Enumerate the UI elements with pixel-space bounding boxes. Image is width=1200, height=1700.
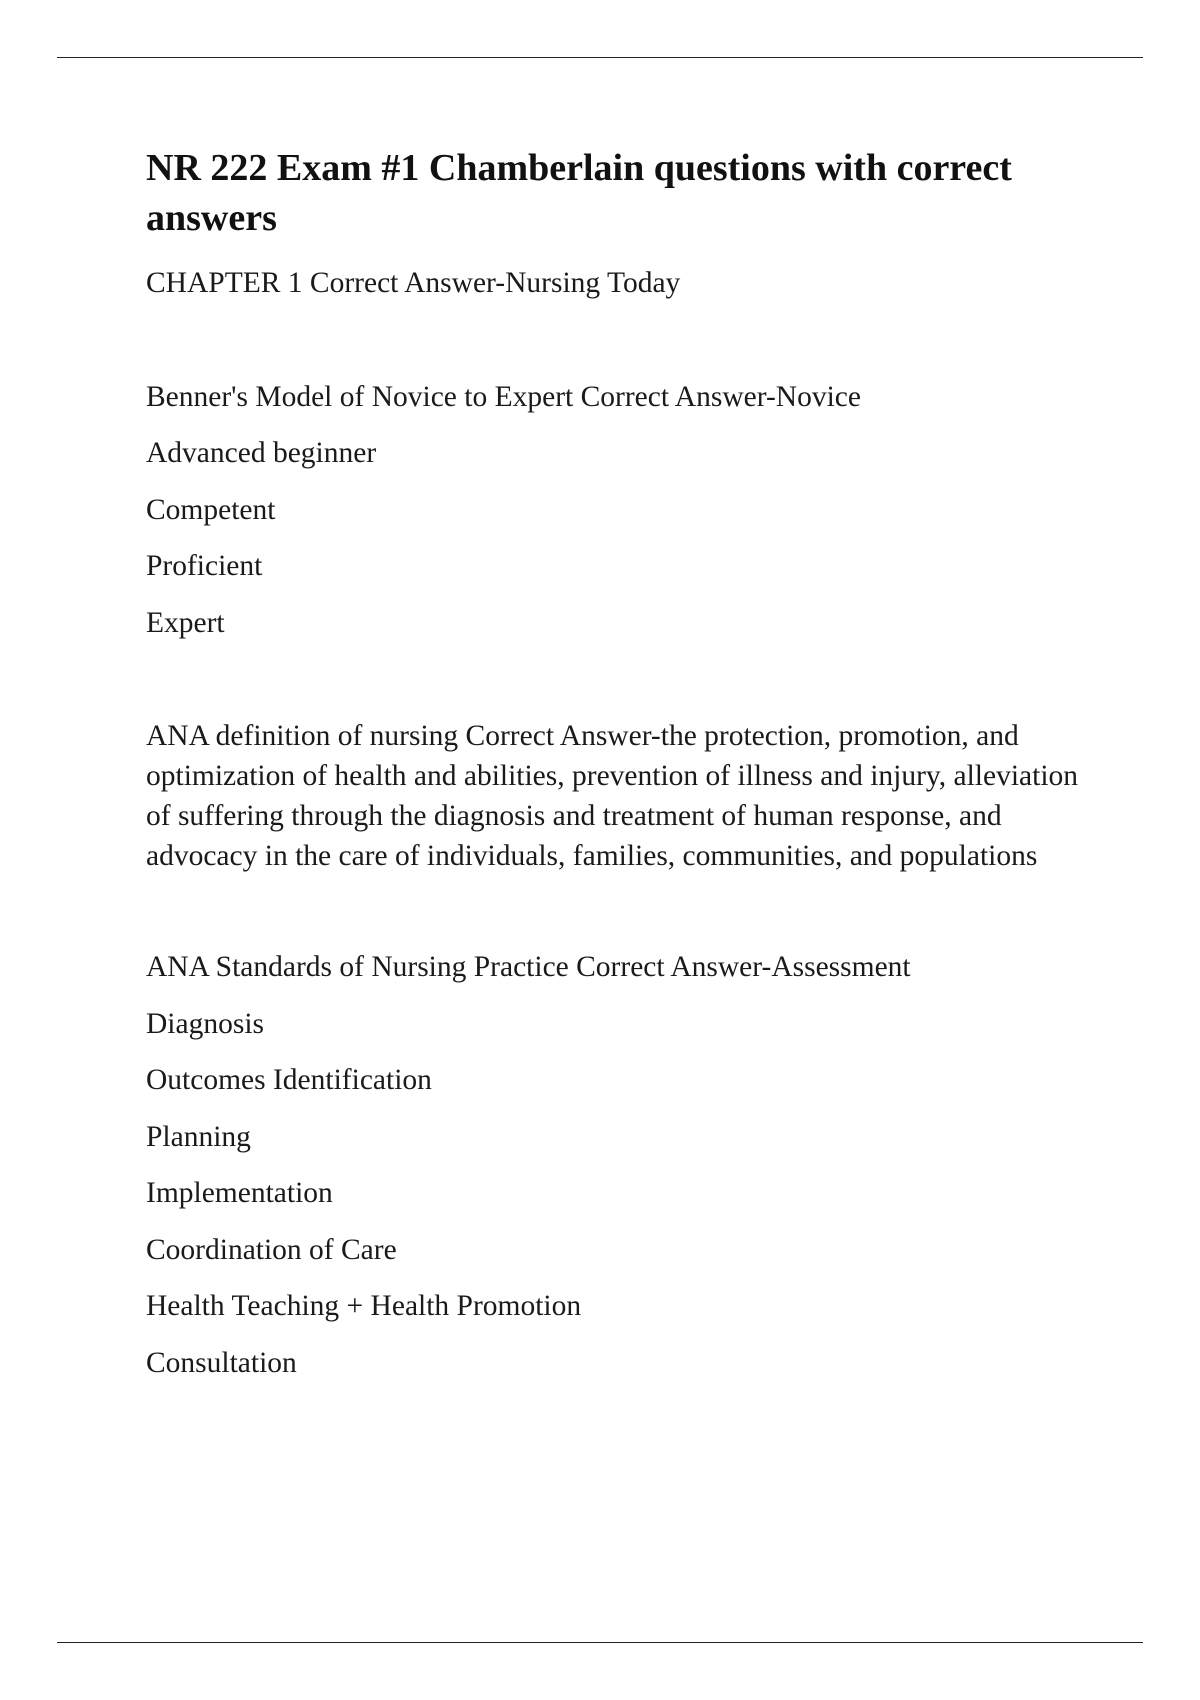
ana-definition-section — [146, 716, 1086, 876]
ana-definition-paragraph: ANA definition of nursing Correct Answer-the protection, promotion, and optimization of health and abilities, prevention of illness and injury, alleviation of suffering through the diagnosis and treatment of human response, and advocacy in the care of individuals, families, communities, and populations — [146, 720, 1079, 872]
list-item: Outcomes Identification — [146, 1064, 432, 1096]
list-item: Planning — [146, 1120, 251, 1153]
list-item: Competent — [146, 493, 276, 526]
ana-standards-section — [146, 939, 1086, 1391]
benner-heading: Benner's Model of Novice to Expert Correct Answer-Novice — [146, 380, 861, 413]
list-item: Proficient — [146, 550, 263, 582]
list-item: Advanced beginner — [146, 437, 377, 469]
list-item: Diagnosis — [146, 1007, 264, 1040]
list-item: Expert — [146, 606, 225, 639]
bottom-divider — [57, 1642, 1143, 1643]
list-item: Consultation — [146, 1346, 297, 1379]
list-item: Coordination of Care — [146, 1233, 397, 1266]
document-title: NR 222 Exam #1 Chamberlain questions with correct answers — [146, 147, 1012, 239]
ana-standards-heading: ANA Standards of Nursing Practice Correct Answer-Assessment — [146, 951, 911, 983]
list-item: Implementation — [146, 1177, 333, 1209]
chapter-line: CHAPTER 1 Correct Answer-Nursing Today — [146, 267, 681, 299]
top-divider — [57, 57, 1143, 58]
benner-section — [146, 369, 1086, 652]
list-item: Health Teaching + Health Promotion — [146, 1290, 582, 1322]
document-body — [146, 143, 1086, 1391]
